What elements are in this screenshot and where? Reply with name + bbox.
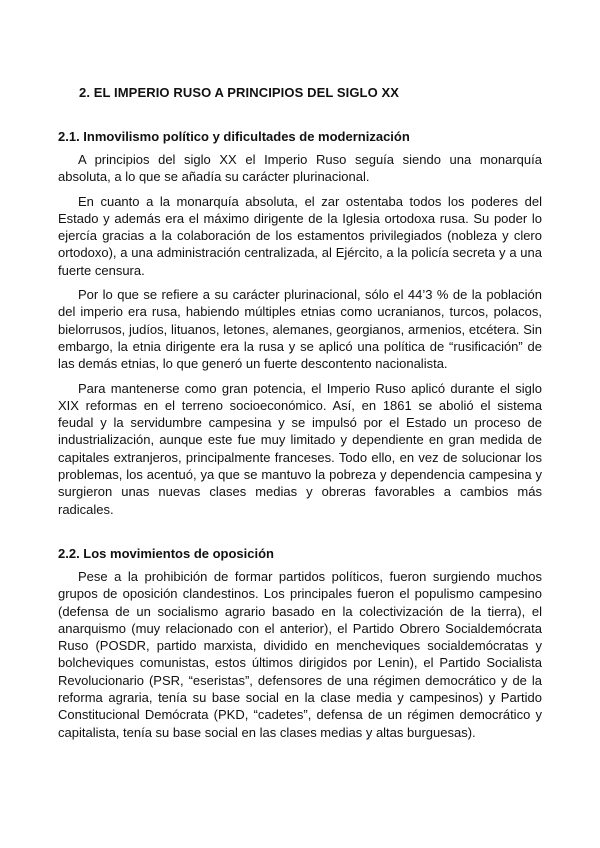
- section-title: 2. EL IMPERIO RUSO A PRINCIPIOS DEL SIGLO XX: [79, 85, 400, 100]
- subsection-title: 2.1. Inmovilismo político y dificultades de modernización: [58, 129, 410, 144]
- paragraph: A principios del siglo XX el Imperio Ruso seguía siendo una monarquía absoluta, a lo que se añadía su carácter plurinacional.: [58, 152, 542, 185]
- paragraph: En cuanto a la monarquía absoluta, el zar ostentaba todos los poderes del Estado y además era el máximo dirigente de la Iglesia ortodoxa rusa. Su poder lo ejercía gracias a la colaboración de los estamentos privilegiados (nobleza y clero ortodoxo), a una administración centralizada, al Ejército, a la policía secreta y a una fuerte censura.: [58, 193, 542, 278]
- paragraph: Por lo que se refiere a su carácter plurinacional, sólo el 44’3 % de la población del imperio era rusa, habiendo múltiples etnias como ucranianos, turcos, polacos, bielorrusos, judíos, lituanos, letones, alemanes, georgianos, armenios, etcétera. Sin embargo, la etnia dirigente era la rusa y se aplicó una política de “rusificación” de las demás etnias, lo que generó un fuerte descontento nacionalista.: [58, 287, 542, 372]
- subsection-inmovilismo: [58, 129, 542, 525]
- subsection-title: 2.2. Los movimientos de oposición: [58, 546, 274, 561]
- subsection-movimientos-oposicion: [58, 546, 542, 748]
- paragraph: Para mantenerse como gran potencia, el Imperio Ruso aplicó durante el siglo XIX reformas en el terreno socioeconómico. Así, en 1861 se abolió el sistema feudal y la servidumbre campesina y se impulsó por el Estado un proceso de industrialización, aunque este fue muy limitado y dependiente en gran medida de capitales extranjeros, principalmente franceses. Todo ello, en vez de solucionar los problemas, los acentuó, ya que se mantuvo la pobreza y dependencia campesina y surgieron unas nuevas clases medias y obreras favorables a cambios más radicales.: [58, 380, 542, 517]
- paragraph: Pese a la prohibición de formar partidos políticos, fueron surgiendo muchos grupos de oposición clandestinos. Los principales fueron el populismo campesino (defensa de un socialismo agrario basado en la colectivización de la tierra), el anarquismo (muy relacionado con el anterior), el Partido Obrero Socialdemócrata Ruso (POSDR, partido marxista, dividido en mencheviques socialdemócratas y bolcheviques comunistas, estos últimos dirigidos por Lenin), el Partido Socialista Revolucionario (PSR, “eseristas”, defensores de una régimen democrático y de la reforma agraria, tenía su base social en la clase media y campesinos) y Partido Constitucional Demócrata (PKD, “cadetes”, defensa de un régimen democrático y capitalista, tenía su base social en las clases medias y altas burguesas).: [58, 569, 542, 740]
